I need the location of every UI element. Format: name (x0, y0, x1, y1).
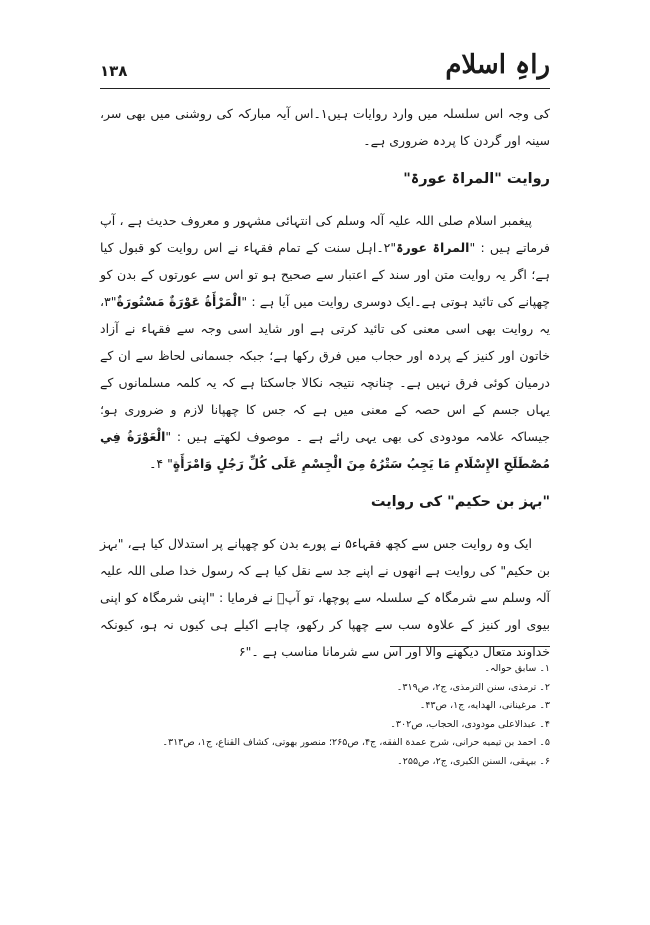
footnote: ۶۔ بیہقی، السنن الکبری، ج۲، ص۲۵۵۔ (397, 755, 550, 767)
intro-paragraph: کی وجہ اس سلسلہ میں وارد روایات ہیں۱۔اس آیہ مبارکہ کی روشنی میں بھی سر، سینہ اور گردن کا پردہ ضروری ہے۔ (100, 106, 550, 148)
section-heading-1: روایت "المراۃ عورۃ" (403, 171, 550, 187)
page-header (100, 50, 550, 90)
paragraph-1-end: "۳، یہ روایت بھی اسی معنی کی تائید کرتی ہے اور شاید اسی وجہ سے فقہاء نے آزاد خاتون اور کنیز کے پردہ اور حجاب میں فرق رکھا ہے؛ جبکہ جسمانی لحاظ سے ان کے درمیان کوئی فرق نہیں ہے۔ چنانچہ نتیجہ نکالا جاسکتا ہے کہ یہ کلمہ مسلمانوں کے یہاں جسم کے اس حصہ کے معنی میں ہے کہ جس کا چھپانا لازم و ضروری ہو؛ جیساکہ علامہ مودودی کی بھی یہی رائے ہے ۔ موصوف لکھتے ہیں : " (100, 294, 550, 444)
section-heading-2: "بہز بن حکیم" کی روایت (370, 494, 550, 510)
paragraph-1-close: " ۴۔ (149, 456, 173, 471)
footnote: ۲۔ ترمذی، سنن الترمذی، ج۲، ص۳۱۹۔ (396, 681, 550, 693)
book-title: راہِ اسلام (445, 50, 550, 80)
paragraph-1-rest: "۲۔اہل سنت کے تمام فقہاء نے اس روایت کو قبول کیا ہے؛ اگر یہ روایت متن اور سند کے اعتبار سے صحیح ہو تو اس سے عورتوں کے بدن کو چھپانے کی تائید ہوتی ہے۔ایک دوسری روایت میں آیا ہے : " (100, 240, 550, 309)
main-text (100, 100, 550, 665)
footnote: ۳۔ مرغینانی، الهدایه، ج۱، ص۴۳۔ (419, 700, 550, 711)
paragraph-1-lead: پیغمبر اسلام صلی اللہ علیہ آلہ وسلم کی انتہائی مشہور و معروف حدیث ہے ، آپ فرماتے ہیں : " (100, 213, 550, 255)
header-rule (100, 88, 550, 89)
page-number: ۱۳۸ (100, 62, 128, 80)
arabic-quote: الْعَوْرَةُ فِي مُصْطَلَحِ الإِسْلَامِ مَا يَجِبُ سَتْرُهُ مِنَ الْجِسْمِ عَلَى كُلِّ رَجُلٍ وَامْرَأَةٍ (100, 429, 550, 471)
footnote: ۴۔ عبدالاعلی مودودی، الحجاب، ص۳۰۲۔ (390, 718, 550, 730)
footnote: ۱۔ سابق حوالہ۔ (484, 663, 550, 674)
footnote: ۵۔ احمد بن تیمیه حرانی، شرح عمدة الفقه، ج۴، ص۲۶۵؛ منصور بهوتی، کشاف القناع، ج۱، ص۳۱۳۔ (162, 737, 550, 748)
paragraph-2: ایک وہ روایت جس سے کچھ فقہاء۵ نے پورے بدن کو چھپانے پر استدلال کیا ہے، "بہز بن حکیم" کی روایت ہے انھوں نے اپنے جد سے نقل کیا ہے کہ رسول خدا صلی اللہ علیہ آلہ وسلم سے شرمگاہ کے سلسلہ سے پوچھا، تو آپؐ نے فرمایا : "اپنی شرمگاہ کو اپنی بیوی اور کنیز کے علاوہ سب سے چھپا کر رکھو، چاہے اکیلے ہی کیوں نہ ہو، کیونکہ خداوند متعال دیکھنے والا اور اس سے شرمانا مناسب ہے ۔"۶ (100, 536, 550, 659)
footnotes-list (100, 660, 550, 771)
hadith-quote-1: المراۃ عورۃ (396, 240, 470, 255)
hadith-quote-2: الْمَرْأَةُ عَوْرَةٌ مَسْتُورَةٌ (116, 294, 242, 309)
paragraph-1 (100, 207, 550, 477)
footnote-rule (390, 646, 550, 647)
